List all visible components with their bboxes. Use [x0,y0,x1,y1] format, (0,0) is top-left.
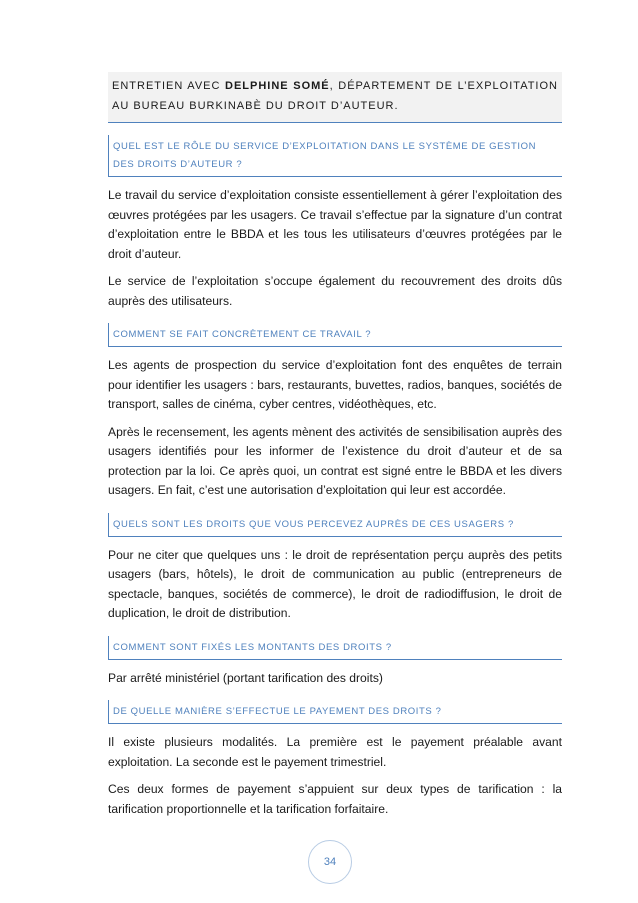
question-heading: QUELS SONT LES DROITS QUE VOUS PERCEVEZ AUPRÈS DE CES USAGERS ? [108,513,562,537]
page-number: 34 [308,840,352,884]
answer-paragraph: Le service de l’exploitation s’occupe également du recouvrement des droits dûs auprès des utilisateurs. [108,274,562,308]
question-heading: COMMENT SE FAIT CONCRÈTEMENT CE TRAVAIL ? [108,323,562,347]
section-payment [108,700,562,819]
answer-paragraph: Les agents de prospection du service d’exploitation font des enquêtes de terrain pour identifier les usagers : bars, restaurants, buvettes, radios, banques, sociétés de transport, salles de cinéma, cyber centres, vidéothèques, etc. [108,358,562,411]
section-amounts [108,636,562,689]
question-heading: QUEL EST LE RÔLE DU SERVICE D’EXPLOITATION DANS LE SYSTÈME DE GESTION DES DROITS D’AUTEUR ? [108,135,562,177]
section-role [108,135,562,311]
answer-paragraph: Ces deux formes de payement s’appuient sur deux types de tarification : la tarification proportionnelle et la tarification forfaitaire. [108,782,562,816]
page-content [108,72,562,819]
header-prefix: ENTRETIEN AVEC [112,80,226,92]
interview-header [108,72,562,123]
answer-paragraph: Le travail du service d’exploitation consiste essentiellement à gérer l’exploitation des œuvres protégées par les usagers. Ce travail s’effectue par la signature d’un contrat d’exploitation entre le BBDA et les tous les utilisateurs d’œuvres protégées par le droit d’auteur. [108,188,562,261]
answer-paragraph: Par arrêté ministériel (portant tarification des droits) [108,670,383,685]
section-rights [108,513,562,624]
section-process [108,323,562,501]
answer-paragraph: Pour ne citer que quelques uns : le droit de représentation perçu auprès des petits usagers (bars, hôtels), le droit de communication au public (entrepreneurs de spectacle, banques, sociétés de commerce), le droit de radiodiffusion, le droit de duplication, le droit de distribution. [108,547,562,620]
question-heading: COMMENT SONT FIXÉS LES MONTANTS DES DROITS ? [108,636,562,660]
answer-paragraph: Il existe plusieurs modalités. La première est le payement préalable avant exploitation. La seconde est le payement trimestriel. [108,735,562,769]
question-heading: DE QUELLE MANIÈRE S’EFFECTUE LE PAYEMENT DES DROITS ? [108,700,562,724]
answer-paragraph: Après le recensement, les agents mènent des activités de sensibilisation auprès des usagers identifiés pour les informer de l’existence du droit d’auteur et de sa protection par la loi. Ce après quoi, un contrat est signé entre le BBDA et les divers usagers. En fait, c’est une autorisation d’exploitation qui leur est accordée. [108,424,562,497]
header-suffix: , DÉPARTEMENT DE L’EXPLOITATION AU BUREAU BURKINABÈ DU DROIT D’AUTEUR. [112,80,558,112]
interviewee-name: DELPHINE SOMÉ [225,80,330,92]
